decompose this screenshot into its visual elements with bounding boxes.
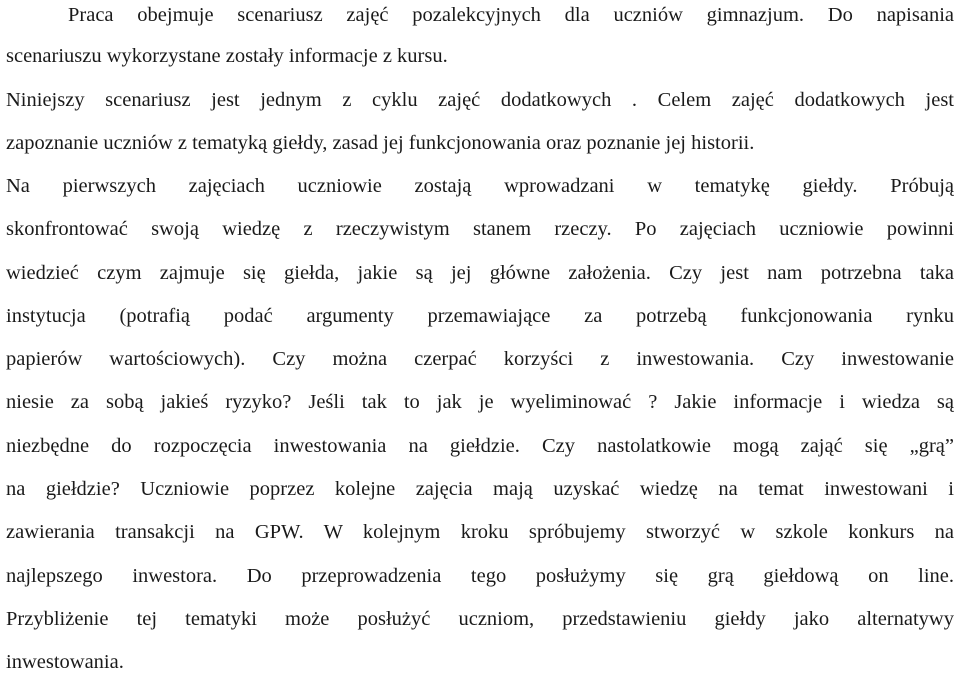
text-line: Przybliżenie tej tematyki może posłużyć uczniom, przedstawieniu giełdy jako alternatywy xyxy=(6,608,954,630)
text-line: instytucja (potrafią podać argumenty przemawiające za potrzebą funkcjonowania rynku xyxy=(6,305,954,327)
text-line: inwestowania. xyxy=(6,651,124,673)
text-line: zapoznanie uczniów z tematyką giełdy, zasad jej funkcjonowania oraz poznanie jej historii. xyxy=(6,132,755,154)
text-line: skonfrontować swoją wiedzę z rzeczywistym stanem rzeczy. Po zajęciach uczniowie powinni xyxy=(6,218,954,240)
text-line: najlepszego inwestora. Do przeprowadzenia tego posłużymy się grą giełdową on line. xyxy=(6,565,954,587)
text-line: Praca obejmuje scenariusz zajęć pozalekcyjnych dla uczniów gimnazjum. Do napisania xyxy=(68,4,954,26)
text-line: papierów wartościowych). Czy można czerpać korzyści z inwestowania. Czy inwestowanie xyxy=(6,348,954,370)
text-line: Na pierwszych zajęciach uczniowie zostają wprowadzani w tematykę giełdy. Próbują xyxy=(6,175,954,197)
text-line: niesie za sobą jakieś ryzyko? Jeśli tak to jak je wyeliminować ? Jakie informacje i wiedza są xyxy=(6,391,954,413)
text-line: Niniejszy scenariusz jest jednym z cyklu zajęć dodatkowych . Celem zajęć dodatkowych jest xyxy=(6,89,954,111)
text-line: zawierania transakcji na GPW. W kolejnym kroku spróbujemy stworzyć w szkole konkurs na xyxy=(6,521,954,543)
text-line: na giełdzie? Uczniowie poprzez kolejne zajęcia mają uzyskać wiedzę na temat inwestowani i xyxy=(6,478,954,500)
text-line: wiedzieć czym zajmuje się giełda, jakie są jej główne założenia. Czy jest nam potrzebna taka xyxy=(6,262,954,284)
text-line: scenariuszu wykorzystane zostały informacje z kursu. xyxy=(6,45,448,67)
text-line: niezbędne do rozpoczęcia inwestowania na giełdzie. Czy nastolatkowie mogą zająć się „grą” xyxy=(6,435,954,457)
